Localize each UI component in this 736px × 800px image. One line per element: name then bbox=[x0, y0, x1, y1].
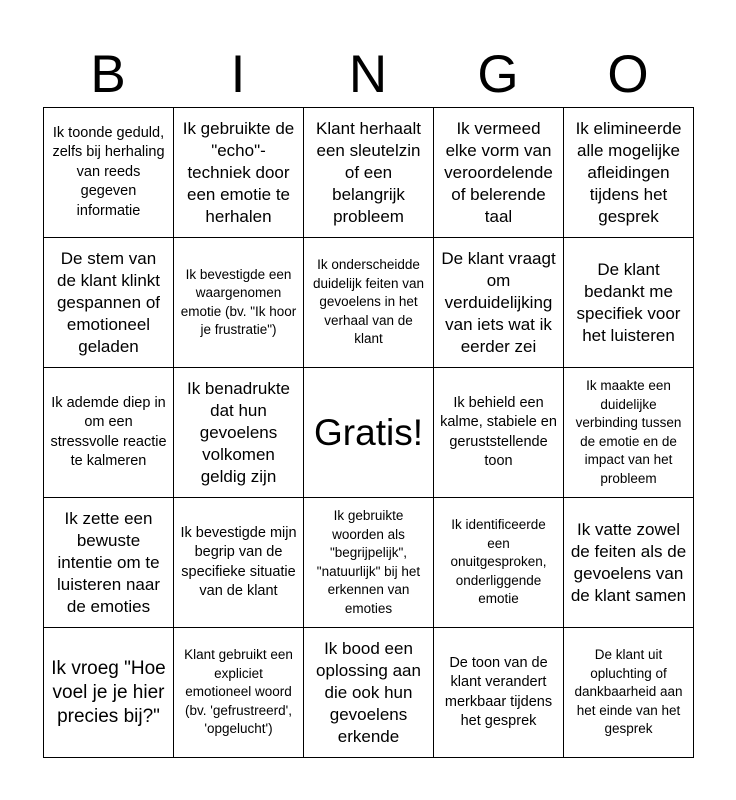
cell-text: Klant gebruikt een expliciet emotioneel woord (bv. 'gefrustreerd', 'opgelucht') bbox=[184, 647, 293, 737]
bingo-cell-r2c2[interactable] bbox=[174, 238, 304, 368]
cell-text: Ik bevestigde mijn begrip van de specifieke situatie van de klant bbox=[180, 524, 297, 599]
bingo-cell-r4c4[interactable] bbox=[434, 498, 564, 628]
bingo-cell-r5c3[interactable] bbox=[304, 628, 434, 758]
cell-text: Ik benadrukte dat hun gevoelens volkomen geldig zijn bbox=[186, 378, 290, 486]
cell-text: Ik bevestigde een waargenomen emotie (bv. "Ik hoor je frustratie") bbox=[180, 266, 297, 337]
bingo-cell-r4c5[interactable] bbox=[564, 498, 694, 628]
bingo-header bbox=[43, 46, 693, 104]
cell-text: Ik gebruikte de "echo"-techniek door een emotie te herhalen bbox=[182, 118, 295, 226]
bingo-cell-r1c2[interactable] bbox=[174, 108, 304, 238]
bingo-cell-r2c1[interactable] bbox=[44, 238, 174, 368]
header-letter-o: O bbox=[607, 45, 649, 104]
header-letter-n: N bbox=[348, 45, 388, 104]
header-letter-b: B bbox=[90, 45, 126, 104]
bingo-cell-r1c4[interactable] bbox=[434, 108, 564, 238]
cell-text: Ik gebruikte woorden als "begrijpelijk", "natuurlijk" bij het erkennen van emoties bbox=[316, 508, 421, 616]
cell-text: Ik vroeg "Hoe voel je je hier precies bij?" bbox=[51, 657, 166, 727]
bingo-cell-r2c3[interactable] bbox=[304, 238, 434, 368]
cell-text: Ik elimineerde alle mogelijke afleidingen tijdens het gesprek bbox=[575, 118, 682, 226]
bingo-cell-free[interactable] bbox=[304, 368, 434, 498]
cell-text: De klant bedankt me specifiek voor het luisteren bbox=[576, 259, 681, 345]
bingo-cell-r1c1[interactable] bbox=[44, 108, 174, 238]
bingo-cell-r5c5[interactable] bbox=[564, 628, 694, 758]
cell-text: Klant herhaalt een sleutelzin of een belangrijk probleem bbox=[316, 118, 421, 226]
cell-text: Ik identificeerde een onuitgesproken, onderliggende emotie bbox=[450, 517, 547, 607]
bingo-cell-r5c4[interactable] bbox=[434, 628, 564, 758]
cell-text: Ik vermeed elke vorm van veroordelende of belerende taal bbox=[444, 118, 553, 226]
bingo-cell-r2c4[interactable] bbox=[434, 238, 564, 368]
bingo-grid bbox=[43, 107, 694, 758]
cell-text: Ik maakte een duidelijke verbinding tussen de emotie en de impact van het probleem bbox=[575, 378, 682, 486]
cell-text: Ik vatte zowel de feiten als de gevoelens van de klant samen bbox=[570, 519, 687, 605]
cell-text: De toon van de klant verandert merkbaar tijdens het gesprek bbox=[444, 654, 553, 729]
cell-text: De klant uit opluchting of dankbaarheid aan het einde van het gesprek bbox=[574, 647, 683, 737]
header-letter-i: I bbox=[230, 45, 246, 104]
free-space-label: Gratis! bbox=[314, 411, 423, 453]
bingo-cell-r3c1[interactable] bbox=[44, 368, 174, 498]
bingo-cell-r4c1[interactable] bbox=[44, 498, 174, 628]
header-letter-g: G bbox=[477, 45, 519, 104]
cell-text: De klant vraagt om verduidelijking van iets wat ik eerder zei bbox=[441, 248, 556, 356]
cell-text: Ik onderscheidde duidelijk feiten van gevoelens in het verhaal van de klant bbox=[312, 257, 425, 347]
cell-text: Ik zette een bewuste intentie om te luisteren naar de emoties bbox=[56, 508, 160, 616]
bingo-cell-r4c3[interactable] bbox=[304, 498, 434, 628]
cell-text: Ik bood een oplossing aan die ook hun gevoelens erkende bbox=[316, 638, 421, 746]
bingo-cell-r1c5[interactable] bbox=[564, 108, 694, 238]
bingo-cell-r3c5[interactable] bbox=[564, 368, 694, 498]
bingo-cell-r3c2[interactable] bbox=[174, 368, 304, 498]
bingo-cell-r2c5[interactable] bbox=[564, 238, 694, 368]
cell-text: Ik behield een kalme, stabiele en geruststellende toon bbox=[440, 394, 557, 469]
cell-text: Ik toonde geduld, zelfs bij herhaling van reeds gegeven informatie bbox=[52, 124, 165, 219]
bingo-cell-r3c4[interactable] bbox=[434, 368, 564, 498]
bingo-cell-r1c3[interactable] bbox=[304, 108, 434, 238]
bingo-cell-r5c2[interactable] bbox=[174, 628, 304, 758]
bingo-cell-r5c1[interactable] bbox=[44, 628, 174, 758]
cell-text: De stem van de klant klinkt gespannen of emotioneel geladen bbox=[56, 248, 161, 356]
cell-text: Ik ademde diep in om een stressvolle reactie te kalmeren bbox=[50, 394, 167, 469]
bingo-cell-r4c2[interactable] bbox=[174, 498, 304, 628]
